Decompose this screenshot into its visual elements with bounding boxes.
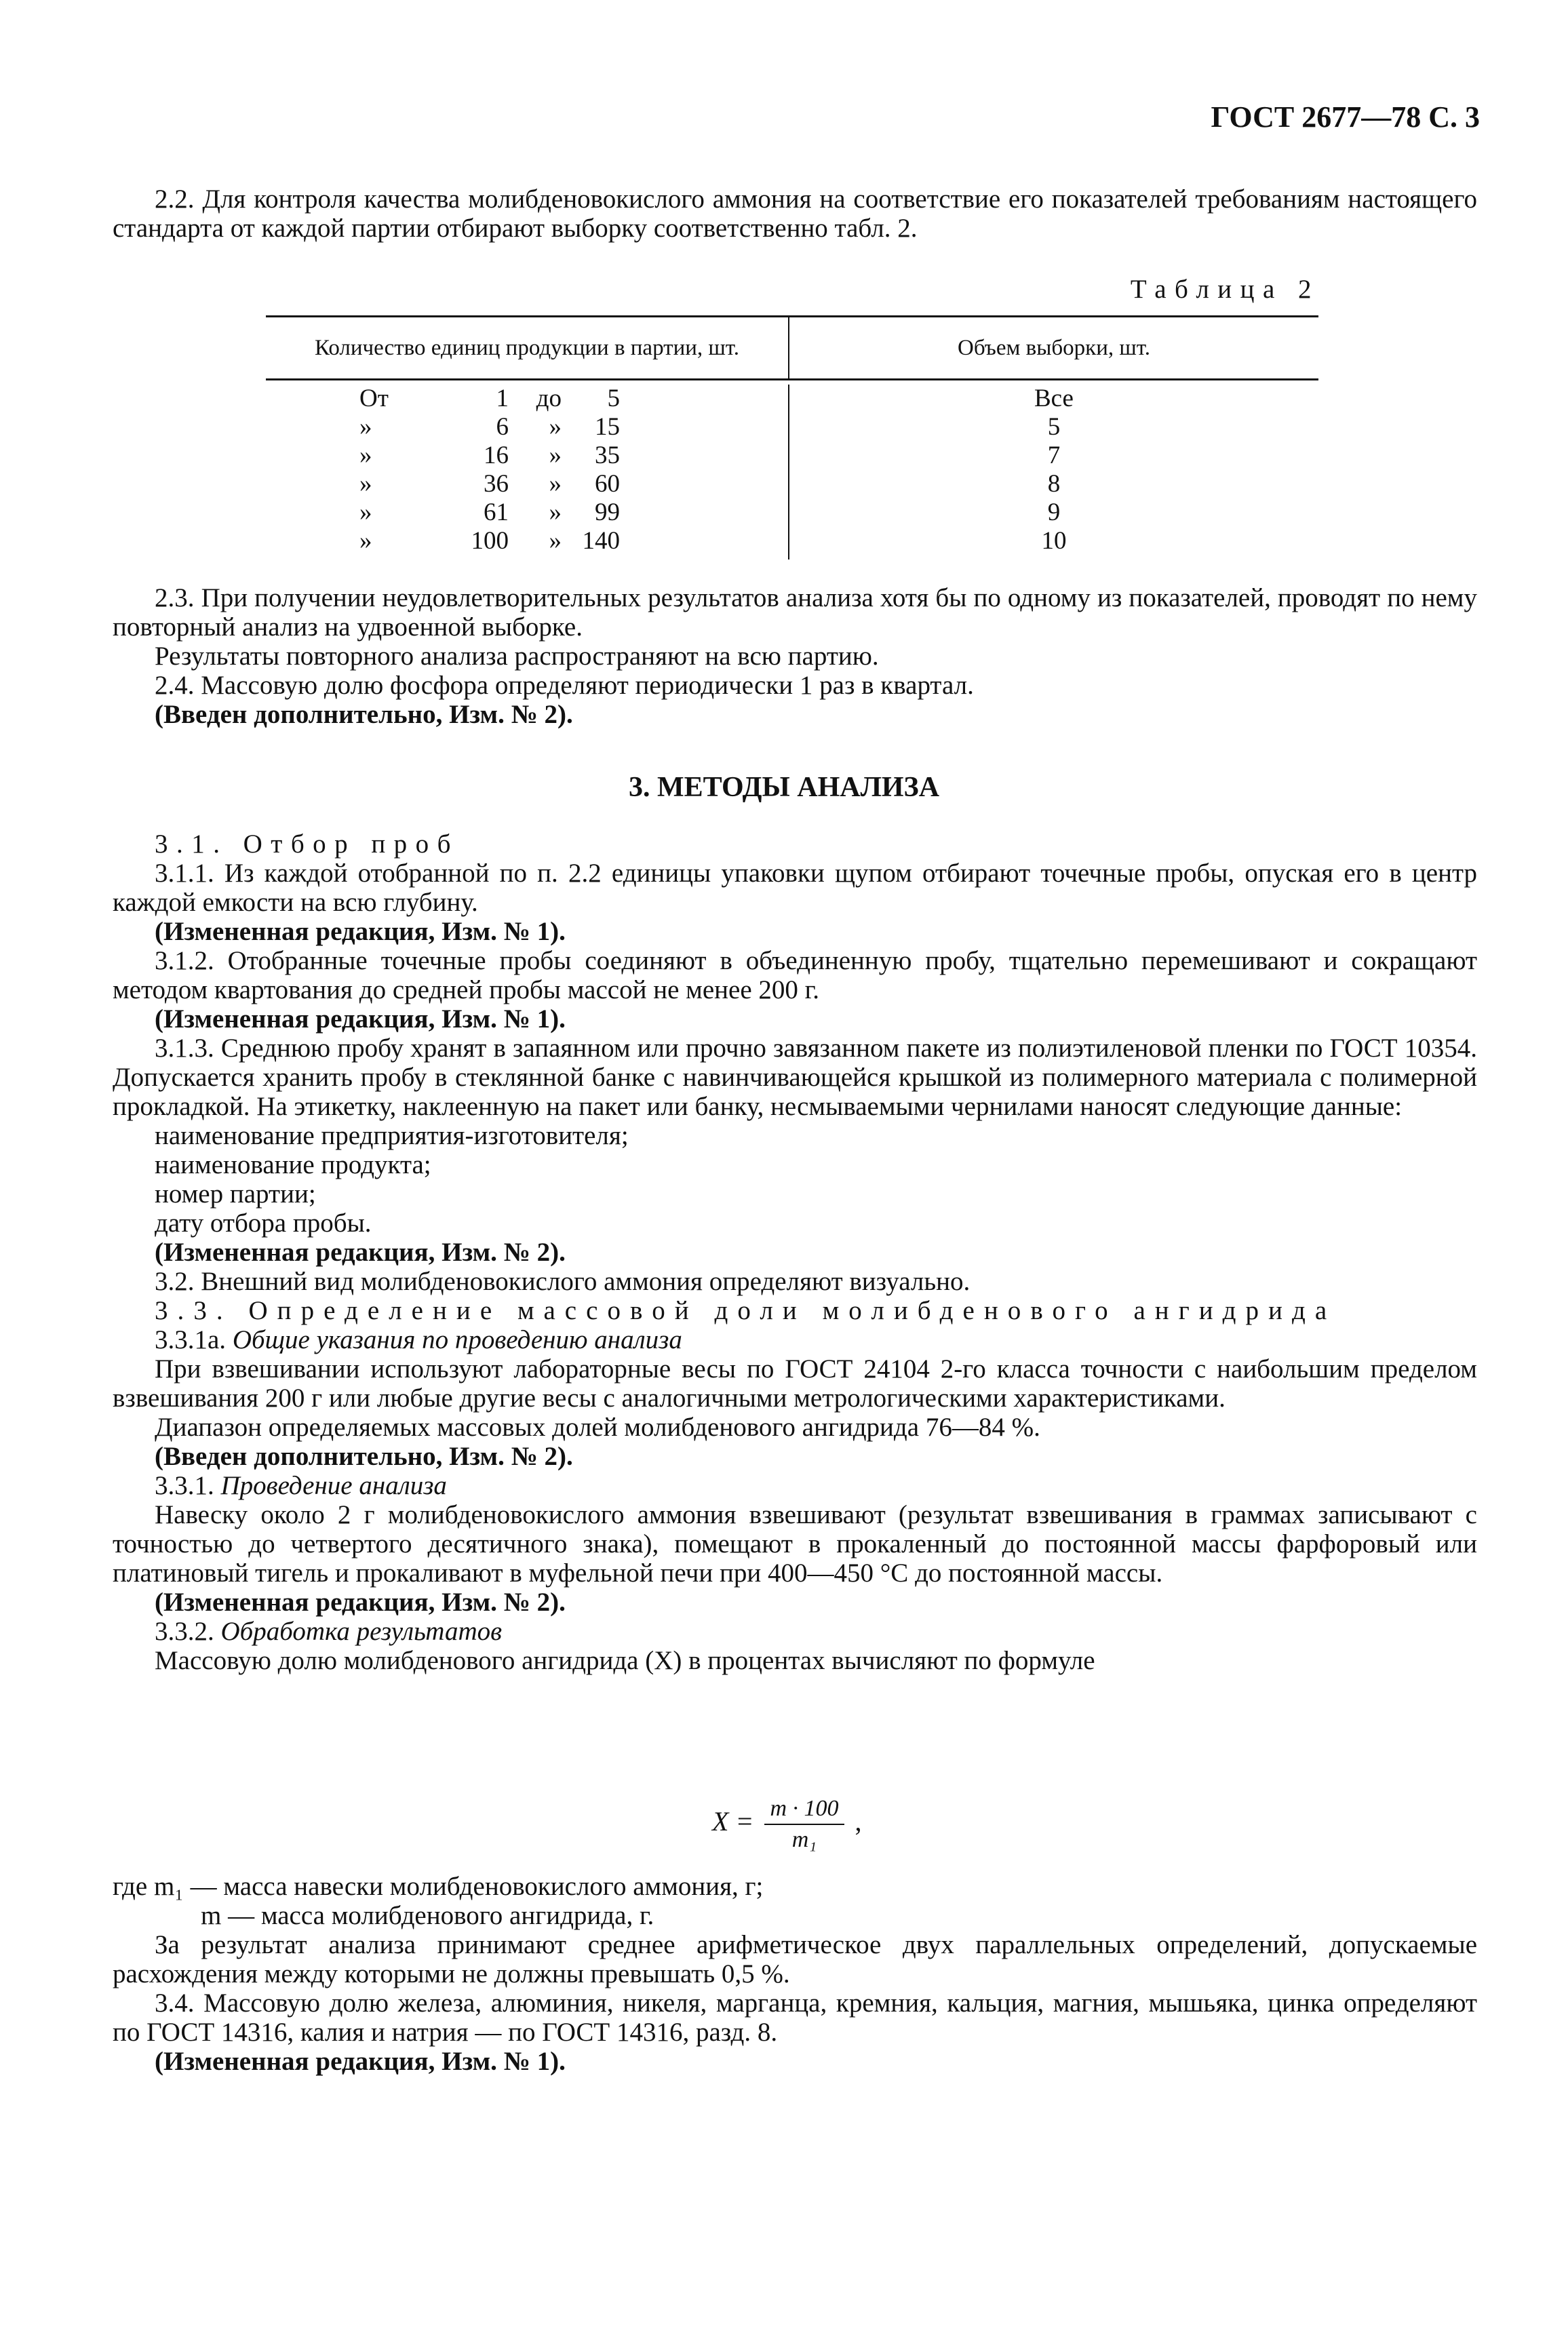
amendment-note: (Измененная редакция, Изм. № 2). bbox=[155, 1588, 566, 1617]
table-row bbox=[266, 470, 788, 498]
table-cell: 60 bbox=[595, 470, 620, 498]
para-2-2: 2.2. Для контроля качества молибденовокислого аммония на соответствие его показателей требованиям настоящего стандарта от каждой партии отбирают выборку соответственно табл. 2. bbox=[113, 184, 1477, 243]
list-item: дату отбора пробы. bbox=[155, 1209, 372, 1238]
amendment-note: (Измененная редакция, Изм. № 2). bbox=[155, 1238, 566, 1267]
table-cell: » bbox=[549, 527, 562, 555]
table-cell: 16 bbox=[484, 442, 509, 469]
table-row bbox=[266, 498, 788, 527]
subsection-title: Проведение анализа bbox=[220, 1471, 447, 1500]
table-cell: » bbox=[359, 442, 372, 469]
amendment-note: (Измененная редакция, Изм. № 1). bbox=[155, 917, 566, 946]
table-cell: » bbox=[359, 470, 372, 498]
amendment-note: (Введен дополнительно, Изм. № 2). bbox=[155, 700, 573, 729]
para-3-1-3: 3.1.3. Среднюю пробу хранят в запаянном или прочно завязанном пакете из полиэтиленовой пленки по ГОСТ 10354. Допускается хранить пробу в стеклянной банке с навинчивающейся крышкой из полимерного материала с полимерной прокладкой. На этикетку, наклеенную на пакет или банку, несмываемыми чернилами наносят следующие данные: bbox=[113, 1034, 1477, 1121]
formula-lhs: X = bbox=[712, 1806, 754, 1837]
para-3-1-1: 3.1.1. Из каждой отобранной по п. 2.2 единицы упаковки щупом отбирают точечные пробы, опуская его в центр каждой емкости на всю глубину. bbox=[113, 859, 1477, 917]
table-cell: 99 bbox=[595, 498, 620, 526]
amendment-note: (Измененная редакция, Изм. № 1). bbox=[155, 1004, 566, 1034]
table-cell: 5 bbox=[1047, 413, 1061, 441]
amendment-note: (Введен дополнительно, Изм. № 2). bbox=[155, 1442, 573, 1471]
para-result: За результат анализа принимают среднее арифметическое двух параллельных определений, допускаемые расхождения между которыми не должны превышать 0,5 %. bbox=[113, 1930, 1477, 1988]
where-line-1: где m₁ — масса навески молибденовокислого аммония, г; bbox=[113, 1872, 764, 1901]
table-cell: 100 bbox=[471, 527, 509, 555]
table-caption: Таблица 2 bbox=[1130, 275, 1320, 304]
para-3-3-1: Навеску около 2 г молибденовокислого аммония взвешивают (результат взвешивания в граммах записывают с точностью до четвертого десятичного знака), помещают в прокаленный до постоянной массы фарфоровый или платиновый тигель и прокаливают в муфельной печи при 400—450 °С до постоянной массы. bbox=[113, 1500, 1477, 1588]
table-cell: до bbox=[536, 385, 562, 412]
para-2-3b: Результаты повторного анализа распространяют на всю партию. bbox=[155, 642, 879, 671]
para-3-2: 3.2. Внешний вид молибденовокислого аммония определяют визуально. bbox=[155, 1267, 971, 1296]
table-cell: 9 bbox=[1047, 498, 1061, 526]
para-2-4: 2.4. Массовую долю фосфора определяют периодически 1 раз в квартал. bbox=[155, 671, 974, 700]
table-cell: » bbox=[549, 442, 562, 469]
formula-numerator: m · 100 bbox=[764, 1794, 844, 1825]
amendment-note: (Измененная редакция, Изм. № 1). bbox=[155, 2047, 566, 2076]
table-cell: » bbox=[549, 498, 562, 526]
table-row bbox=[266, 527, 788, 555]
table-cell: 1 bbox=[496, 385, 509, 412]
section-3-title: 3. МЕТОДЫ АНАЛИЗА bbox=[628, 772, 940, 803]
list-item: наименование продукта; bbox=[155, 1150, 431, 1179]
table-cell: » bbox=[549, 413, 562, 441]
para-2-3: 2.3. При получении неудовлетворительных результатов анализа хотя бы по одному из показателей, проводят по нему повторный анализ на удвоенной выборке. bbox=[113, 583, 1477, 642]
subsection-title: Обработка результатов bbox=[220, 1617, 503, 1646]
table-col2-header: Объем выборки, шт. bbox=[958, 335, 1150, 360]
where-line-2: m — масса молибденового ангидрида, г. bbox=[201, 1901, 654, 1930]
formula-tail: , bbox=[855, 1806, 862, 1837]
table-body bbox=[266, 380, 1318, 560]
list-item: наименование предприятия-изготовителя; bbox=[155, 1121, 629, 1150]
table-row bbox=[266, 442, 788, 470]
subsection-title: Общие указания по проведению анализа bbox=[232, 1325, 682, 1354]
para-3-3-1a: При взвешивании используют лабораторные весы по ГОСТ 24104 2-го класса точности с наибольшим пределом взвешивания 200 г или любые другие весы с аналогичными метрологическими характеристиками. bbox=[113, 1354, 1477, 1413]
table-cell: 7 bbox=[1047, 442, 1061, 469]
table-cell: 140 bbox=[582, 527, 620, 555]
table-header bbox=[266, 317, 1318, 380]
table-cell: 10 bbox=[1041, 527, 1067, 555]
table-cell: » bbox=[549, 470, 562, 498]
list-item: номер партии; bbox=[155, 1179, 316, 1209]
table-cell: 35 bbox=[595, 442, 620, 469]
table-2 bbox=[266, 315, 1318, 560]
table-cell: » bbox=[359, 413, 372, 441]
para-3-3-1a-b: Диапазон определяемых массовых долей молибденового ангидрида 76—84 %. bbox=[155, 1413, 1040, 1442]
table-cell: Все bbox=[1034, 385, 1074, 412]
table-cell: От bbox=[359, 385, 389, 412]
table-col1 bbox=[266, 385, 789, 560]
table-cell: 5 bbox=[607, 385, 620, 412]
para-3-4: 3.4. Массовую долю железа, алюминия, никеля, марганца, кремния, кальция, магния, мышьяка, цинка определяют по ГОСТ 14316, калия и натрия — по ГОСТ 14316, разд. 8. bbox=[113, 1988, 1477, 2047]
table-cell: 6 bbox=[496, 413, 509, 441]
table-row bbox=[266, 413, 788, 442]
table-cell: 8 bbox=[1047, 470, 1061, 498]
formula-intro: Массовую долю молибденового ангидрида (X) в процентах вычисляют по формуле bbox=[155, 1646, 1095, 1675]
table-cell: » bbox=[359, 527, 372, 555]
table-cell: 61 bbox=[484, 498, 509, 526]
table-cell: 36 bbox=[484, 470, 509, 498]
table-row bbox=[266, 385, 788, 413]
formula-fraction bbox=[764, 1794, 844, 1855]
block-3-1 bbox=[113, 829, 1477, 1675]
subsection-number: 3.3.1. bbox=[155, 1471, 214, 1500]
subsection-3-3-1a bbox=[113, 1325, 1477, 1354]
para-3-1-2: 3.1.2. Отобранные точечные пробы соединяют в объединенную пробу, тщательно перемешивают и сокращают методом квартования до средней пробы массой не менее 200 г. bbox=[113, 946, 1477, 1004]
formula-denominator: m₁ bbox=[791, 1827, 817, 1852]
subsection-3-1: 3.1. Отбор проб bbox=[155, 829, 459, 859]
formula bbox=[712, 1794, 862, 1855]
table-col2 bbox=[789, 385, 1318, 560]
block-2-3 bbox=[113, 583, 1477, 729]
table-cell: 15 bbox=[595, 413, 620, 441]
table-col1-header: Количество единиц продукции в партии, шт. bbox=[266, 317, 789, 378]
table-cell: » bbox=[359, 498, 372, 526]
subsection-number: 3.3.1а. bbox=[155, 1325, 227, 1354]
subsection-3-3: 3.3. Определение массовой доли молибденового ангидрида bbox=[155, 1296, 1337, 1325]
subsection-3-3-1 bbox=[113, 1471, 1477, 1500]
page-header: ГОСТ 2677—78 С. 3 bbox=[1211, 100, 1480, 134]
subsection-3-3-2 bbox=[113, 1617, 1477, 1646]
subsection-number: 3.3.2. bbox=[155, 1617, 214, 1646]
block-where bbox=[113, 1872, 1477, 2076]
